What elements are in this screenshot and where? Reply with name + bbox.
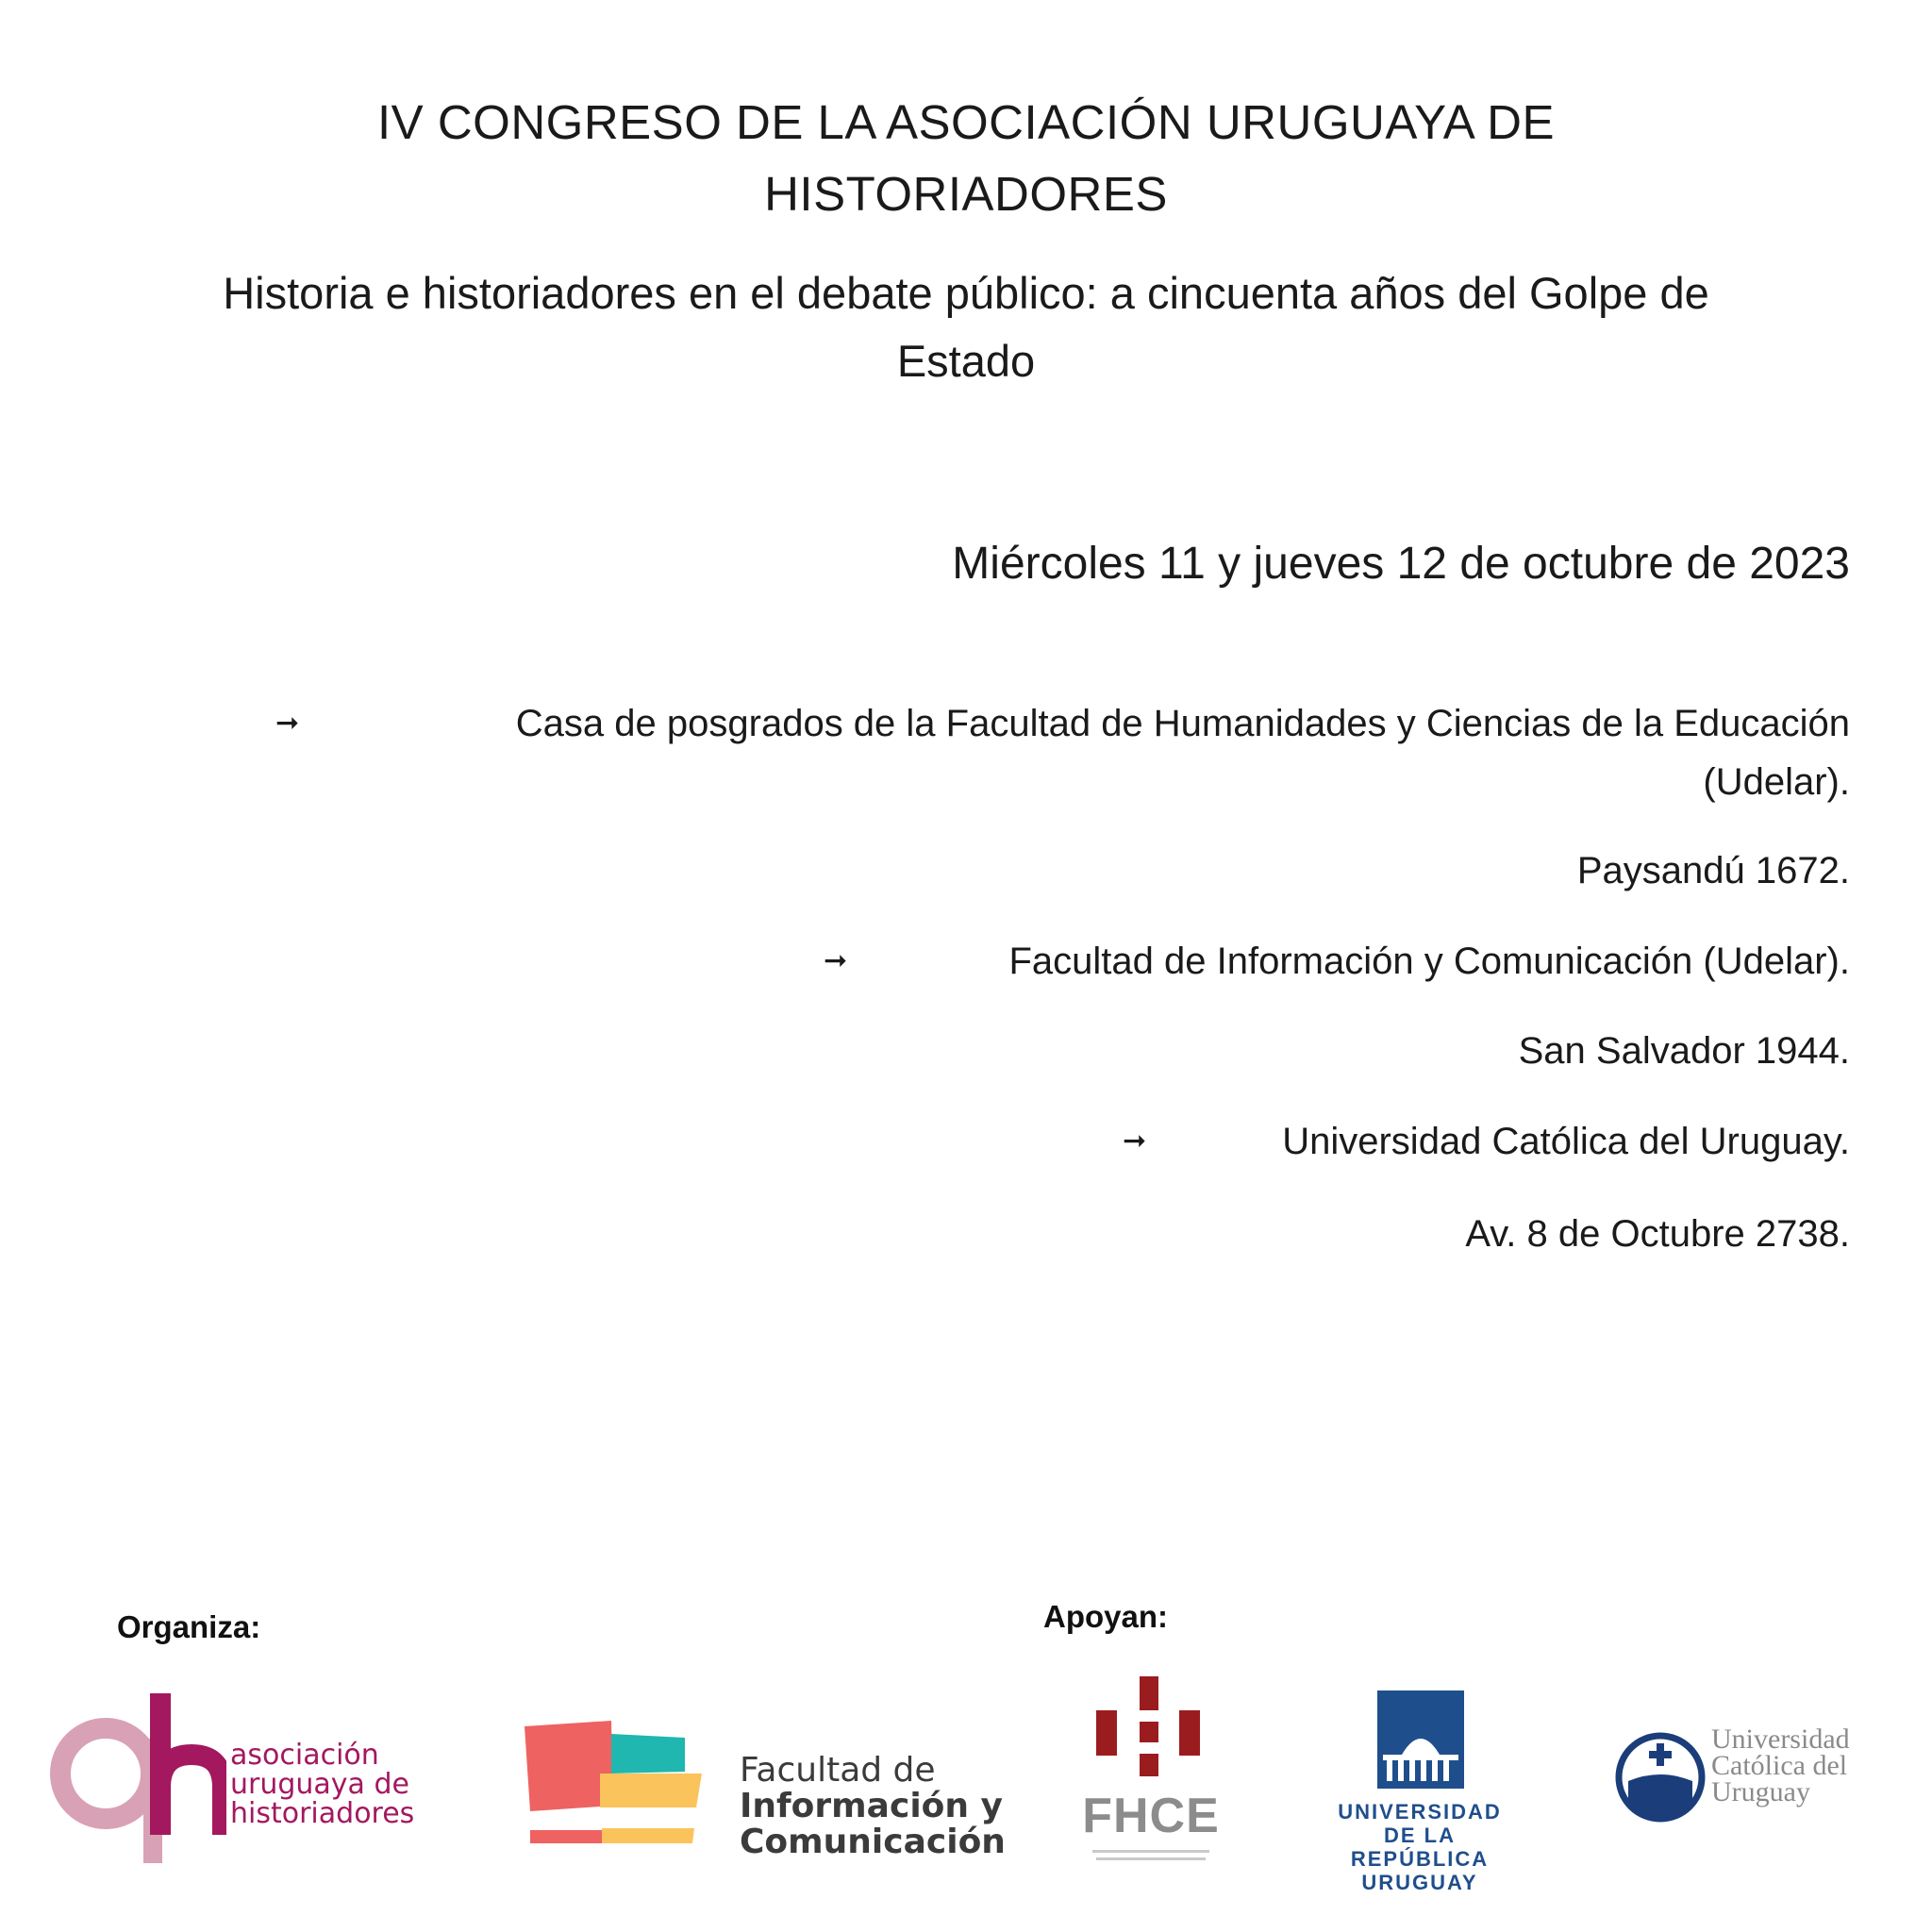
fhce-small-print	[1092, 1850, 1209, 1853]
fhce-mark-icon	[1075, 1674, 1226, 1778]
fic-logo-line1: Facultad de	[740, 1751, 936, 1790]
apoyan-label: Apoyan:	[1043, 1599, 1168, 1634]
fic-logo	[521, 1717, 1006, 1868]
venue-name-cont: (Udelar).	[1703, 761, 1850, 803]
auh-logo-line1: asociación	[230, 1739, 379, 1772]
event-date: Miércoles 11 y jueves 12 de octubre de 2023	[952, 539, 1850, 589]
venue-name: Casa de posgrados de la Facultad de Humanidades y Ciencias de la Educación	[515, 703, 1850, 744]
udelar-logo-line2: DE LA REPÚBLICA	[1350, 1824, 1490, 1871]
fhce-logo	[1075, 1674, 1226, 1882]
auh-logo	[38, 1684, 415, 1873]
ucu-logo	[1615, 1709, 1898, 1851]
auh-mark-icon	[38, 1684, 226, 1873]
ucu-seal-icon	[1615, 1709, 1709, 1841]
congress-title-line2: HISTORIADORES	[764, 167, 1168, 221]
fic-mark-icon	[521, 1717, 709, 1858]
venue-address: San Salvador 1944.	[1518, 1030, 1850, 1072]
fhce-logo-text: FHCE	[1082, 1789, 1220, 1843]
venue-address: Av. 8 de Octubre 2738.	[1465, 1213, 1850, 1255]
venue-address: Paysandú 1672.	[1576, 850, 1850, 891]
arrow-right-icon: ➞	[824, 945, 848, 976]
congress-title-line1: IV CONGRESO DE LA ASOCIACIÓN URUGUAYA DE	[376, 95, 1556, 149]
udelar-building-icon	[1321, 1689, 1519, 1792]
venue-name: Universidad Católica del Uruguay.	[1282, 1121, 1850, 1162]
fic-logo-line2: Información y	[740, 1787, 1004, 1825]
ucu-logo-line3: Uruguay	[1711, 1776, 1810, 1807]
ucu-logo-line1: Universidad	[1711, 1724, 1850, 1755]
auh-logo-line2: uruguaya de	[230, 1768, 409, 1801]
arrow-right-icon: ➞	[1123, 1125, 1147, 1157]
auh-logo-line3: historiadores	[230, 1797, 415, 1830]
venue-name: Facultad de Información y Comunicación (Udelar).	[1008, 941, 1850, 982]
arrow-right-icon: ➞	[275, 708, 300, 739]
fic-logo-line3: Comunicación	[740, 1823, 1006, 1861]
udelar-logo	[1321, 1689, 1519, 1894]
ucu-logo-line2: Católica del	[1711, 1750, 1848, 1781]
udelar-logo-line3: URUGUAY	[1361, 1871, 1478, 1894]
organiza-label: Organiza:	[117, 1609, 261, 1644]
fhce-small-print	[1096, 1857, 1206, 1860]
congress-subtitle-line1: Historia e historiadores en el debate público: a cincuenta años del Golpe de	[223, 268, 1709, 318]
udelar-logo-line1: UNIVERSIDAD	[1338, 1800, 1502, 1824]
congress-subtitle-line2: Estado	[896, 336, 1036, 386]
